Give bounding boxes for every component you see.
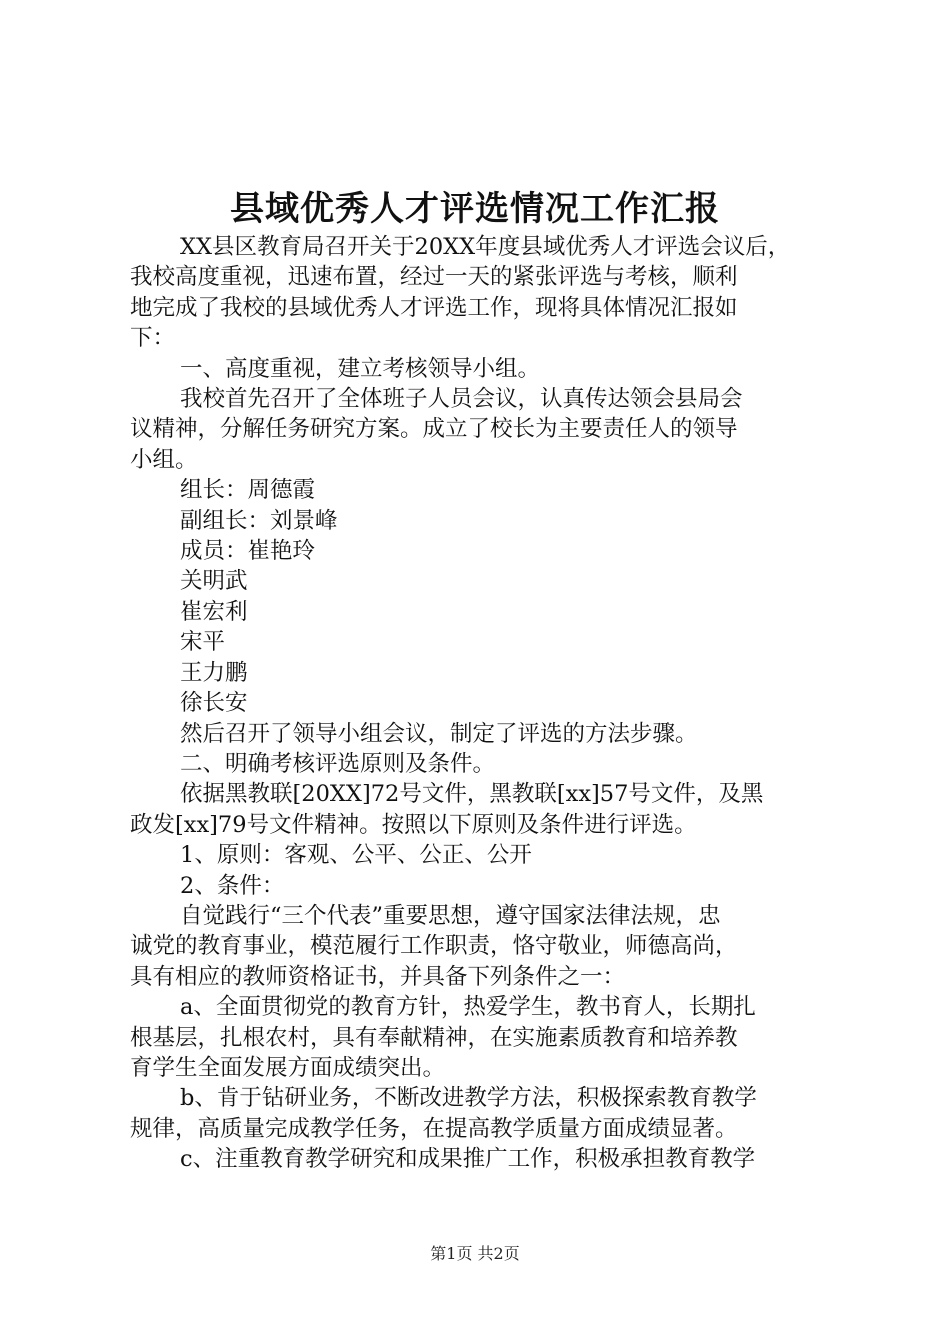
paragraph-line: 小组。 (130, 446, 198, 473)
paragraph-line: 育学生全面发展方面成绩突出。 (130, 1054, 446, 1081)
member-line: 组长：周德霞 (180, 477, 316, 504)
section-heading: 二、明确考核评选原则及条件。 (180, 750, 496, 777)
paragraph-line: 议精神，分解任务研究方案。成立了校长为主要责任人的领导 (130, 416, 738, 443)
paragraph-line: 地完成了我校的县域优秀人才评选工作，现将具体情况汇报如 (130, 294, 738, 321)
member-line: 徐长安 (180, 690, 248, 717)
page-footer: 第1页 共2页 (430, 1244, 520, 1263)
member-line: 宋平 (180, 629, 226, 656)
paragraph-line: 具有相应的教师资格证书，并具备下列条件之一： (130, 963, 626, 990)
paragraph-line: 依据黑教联[20XX]72号文件，黑教联[xx]57号文件，及黑 (180, 781, 764, 808)
member-line: 成员：崔艳玲 (180, 538, 316, 565)
member-line: 关明武 (180, 568, 248, 595)
paragraph-line: XX县区教育局召开关于20XX年度县域优秀人才评选会议后， (180, 234, 791, 260)
member-line: 崔宏利 (180, 598, 248, 625)
paragraph-line: 自觉践行“三个代表”重要思想，遵守国家法律法规，忠 (180, 902, 721, 929)
paragraph-line: 下： (130, 325, 176, 352)
paragraph-line: 根基层，扎根农村，具有奉献精神，在实施素质教育和培养教 (130, 1024, 738, 1051)
member-line: 王力鹏 (180, 659, 248, 686)
paragraph-line: 1、原则：客观、公平、公正、公开 (180, 842, 532, 869)
member-line: 副组长：刘景峰 (180, 507, 338, 534)
paragraph-line: 然后召开了领导小组会议，制定了评选的方法步骤。 (180, 720, 698, 747)
document-body (130, 232, 830, 1175)
paragraph-line: 规律，高质量完成教学任务，在提高教学质量方面成绩显著。 (130, 1115, 738, 1142)
paragraph-line: b、肯于钻研业务，不断改进教学方法，积极探索教育教学 (180, 1085, 757, 1112)
paragraph-line: 我校高度重视，迅速布置，经过一天的紧张评选与考核，顺利 (130, 264, 738, 291)
paragraph-line: 诚党的教育事业，模范履行工作职责，恪守敬业，师德高尚， (130, 933, 738, 960)
paragraph-line: c、注重教育教学研究和成果推广工作，积极承担教育教学 (180, 1146, 756, 1173)
document-title: 县域优秀人才评选情况工作汇报 (230, 189, 720, 229)
paragraph-line: 政发[xx]79号文件精神。按照以下原则及条件进行评选。 (130, 811, 697, 838)
paragraph-line: 我校首先召开了全体班子人员会议，认真传达领会县局会 (180, 386, 743, 413)
section-heading: 一、高度重视，建立考核领导小组。 (180, 355, 541, 382)
paragraph-line: a、全面贯彻党的教育方针，热爱学生，教书育人，长期扎 (180, 994, 756, 1021)
paragraph-line: 2、条件： (180, 872, 285, 899)
